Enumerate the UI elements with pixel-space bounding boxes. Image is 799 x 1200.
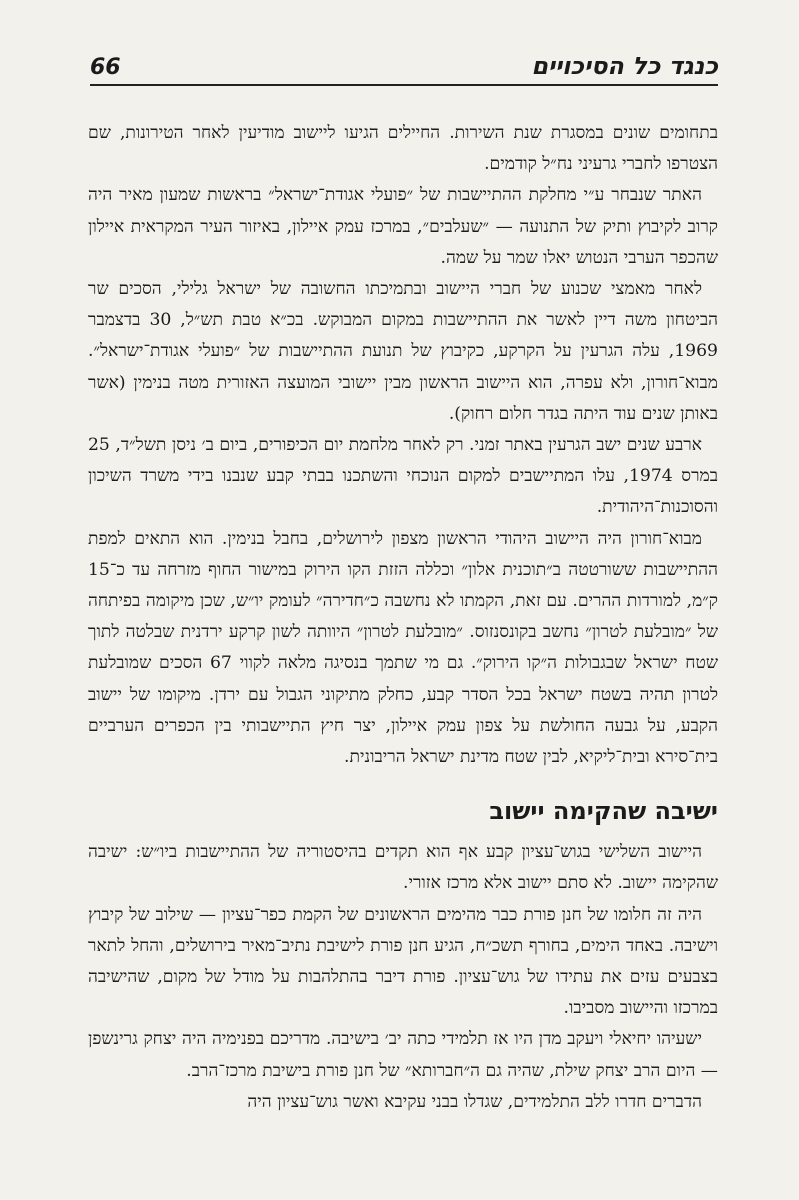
paragraph: בתחומים שונים במסגרת שנת השירות. החיילים הגיעו ליישוב מודיעין לאחר הטירונות, שם הצטרפו לחברי גרעיני נח״ל קודמים. [88,123,718,175]
paragraph: היה זה חלומו של חנן פורת כבר מהימים הראשונים של הקמת כפר־עציון — שילוב של קיבוץ וישיבה. באחד הימים, בחורף תשכ״ח, הגיע חנן פורת לישיבת נתיב־מאיר בירושלים, והחל לתאר בצבעים עזים את עתידו של גוש־עציון. פורת דיבר בהתלהבות על מודל של מקום, שהישיבה במרכזו והיישוב מסביבו. [88,904,718,1019]
section-heading: ישיבה שהקימה יישוב [489,797,718,826]
paragraph: ארבע שנים ישב הגרעין באתר זמני. רק לאחר מלחמת יום הכיפורים, ביום ב׳ ניסן תשל״ד, 25 במרס 1974, עלו המתיישבים למקום הנוכחי והשתכנו בבתי קבע שנבנו בידי משרד השיכון והסוכנות־היהודית. [88,435,718,518]
page-header [90,52,718,86]
page-number: 66 [90,55,121,80]
paragraph: היישוב השלישי בגוש־עציון קבע אף הוא תקדים בהיסטוריה של ההתיישבות ביו״ש: ישיבה שהקימה יישוב. לא סתם יישוב אלא מרכז אזורי. [88,842,718,894]
running-title: כנגד כל הסיכויים [531,52,718,80]
paragraph: ישעיהו יחיאלי ויעקב מדן היו אז תלמידי כתה יב׳ בישיבה. מדריכם בפנימיה היה יצחק גרינשפן — היום הרב יצחק שילת, שהיה גם ה״חברותא״ של חנן פורת בישיבת מרכז־הרב. [88,1029,718,1081]
paragraph: האתר שנבחר ע״י מחלקת ההתיישבות של ״פועלי אגודת־ישראל״ בראשות שמעון מאיר היה קרוב לקיבוץ ותיק של התנועה — ״שעלבים״, במרכז עמק איילון, באיזור העיר המקראית איילון שהכפר הערבי הנטוש יאלו שמר על שמה. [88,185,718,268]
paragraph: הדברים חדרו ללב התלמידים, שגדלו בבני עקיבא ואשר גוש־עציון היה [247,1091,702,1112]
paragraph: לאחר מאמצי שכנוע של חברי היישוב ובתמיכתו החשובה של ישראל גלילי, הסכים שר הביטחון משה דיין לאשר את ההתיישבות במקום המבוקש. בכ״א טבת תש״ל, 30 בדצמבר 1969, עלה הגרעין על הקרקע, כקיבוץ של תנועת ההתיישבות של ״פועלי אגודת־ישראל״. מבוא־חורון, ולא עפרה, הוא היישוב הראשון מבין יישובי המועצה האזורית מטה בנימין (אשר באותן שנים עוד היתה בגדר חלום רחוק). [88,279,719,424]
paragraph: מבוא־חורון היה היישוב היהודי הראשון מצפון לירושלים, בחבל בנימין. הוא התאים למפת ההתיישבות ששורטטה ב״תוכנית אלון״ וכללה הזזת הקו הירוק במישור החוף מזרחה עד כ־15 ק״מ, למורדות ההרים. עם זאת, הקמתו לא נחשבה כ״חדירה״ לעומק יו״ש, שכן מיקומה בפיתחה של ״מובלעת לטרון״ נחשב בקונסנזוס. ״מובלעת לטרון״ היוותה לשון קרקע ירדנית שבלטה לתוך שטח ישראל שבגבולות ה״קו הירוק״. גם מי שתמך בנסיגה מלאה לקווי 67 הסכים שמובלעת לטרון תהיה בשטח ישראל בכל הסדר קבע, כחלק מתיקוני הגבול עם ירדן. מיקומו של יישוב הקבע, על גבעה החולשת על צפון עמק איילון, יצר חיץ התיישבותי בין הכפרים הערביים בית־סירא ובית־ליקיא, לבין שטח מדינת ישראל הריבונית. [88,528,719,768]
body-text [88,118,718,1118]
